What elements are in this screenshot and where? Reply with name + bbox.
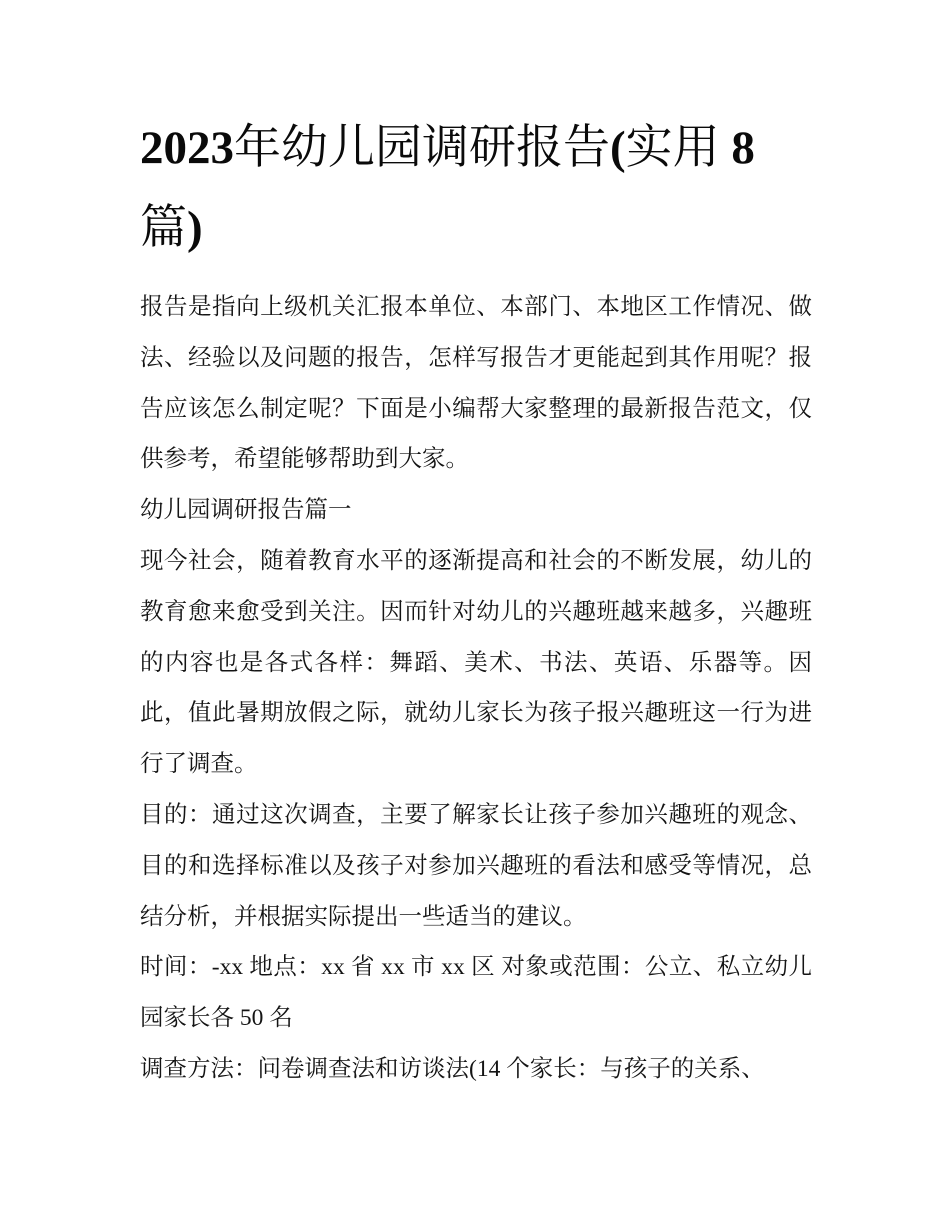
intro-paragraph: 报告是指向上级机关汇报本单位、本部门、本地区工作情况、做法、经验以及问题的报告，怎样写报告才更能起到其作用呢？报告应该怎么制定呢？下面是小编帮大家整理的最新报告范文，仅供参考，希望能够帮助到大家。	[140, 294, 812, 473]
document-content	[140, 108, 812, 1095]
title-part-count: 8	[719, 122, 755, 174]
time-location-paragraph: 时间：-xx 地点：xx 省 xx 市 xx 区 对象或范围：公立、私立幼儿园家长各 50 名	[140, 954, 812, 1032]
document-body	[140, 282, 812, 1095]
title-part-paren-close: )	[187, 202, 203, 254]
document-title	[140, 108, 812, 268]
title-part-pian: 篇	[140, 200, 187, 255]
title-part-year: 2023	[140, 122, 234, 174]
purpose-paragraph: 目的：通过这次调查，主要了解家长让孩子参加兴趣班的观念、目的和选择标准以及孩子对参加兴趣班的看法和感受等情况，总结分析，并根据实际提出一些适当的建议。	[140, 801, 812, 930]
method-paragraph: 调查方法：问卷调查法和访谈法(14 个家长：与孩子的关系、	[140, 1055, 765, 1082]
background-paragraph: 现今社会，随着教育水平的逐渐提高和社会的不断发展，幼儿的教育愈来愈受到关注。因而针对幼儿的兴趣班越来越多，兴趣班的内容也是各式各样：舞蹈、美术、书法、英语、乐器等。因此，值此暑期放假之际，就幼儿家长为孩子报兴趣班这一行为进行了调查。	[140, 547, 812, 778]
section-heading: 幼儿园调研报告篇一	[140, 497, 352, 524]
title-part-practical: 实用	[625, 120, 720, 175]
title-part-paren-open: (	[610, 122, 626, 174]
title-part-main: 年幼儿园调研报告	[234, 120, 610, 175]
